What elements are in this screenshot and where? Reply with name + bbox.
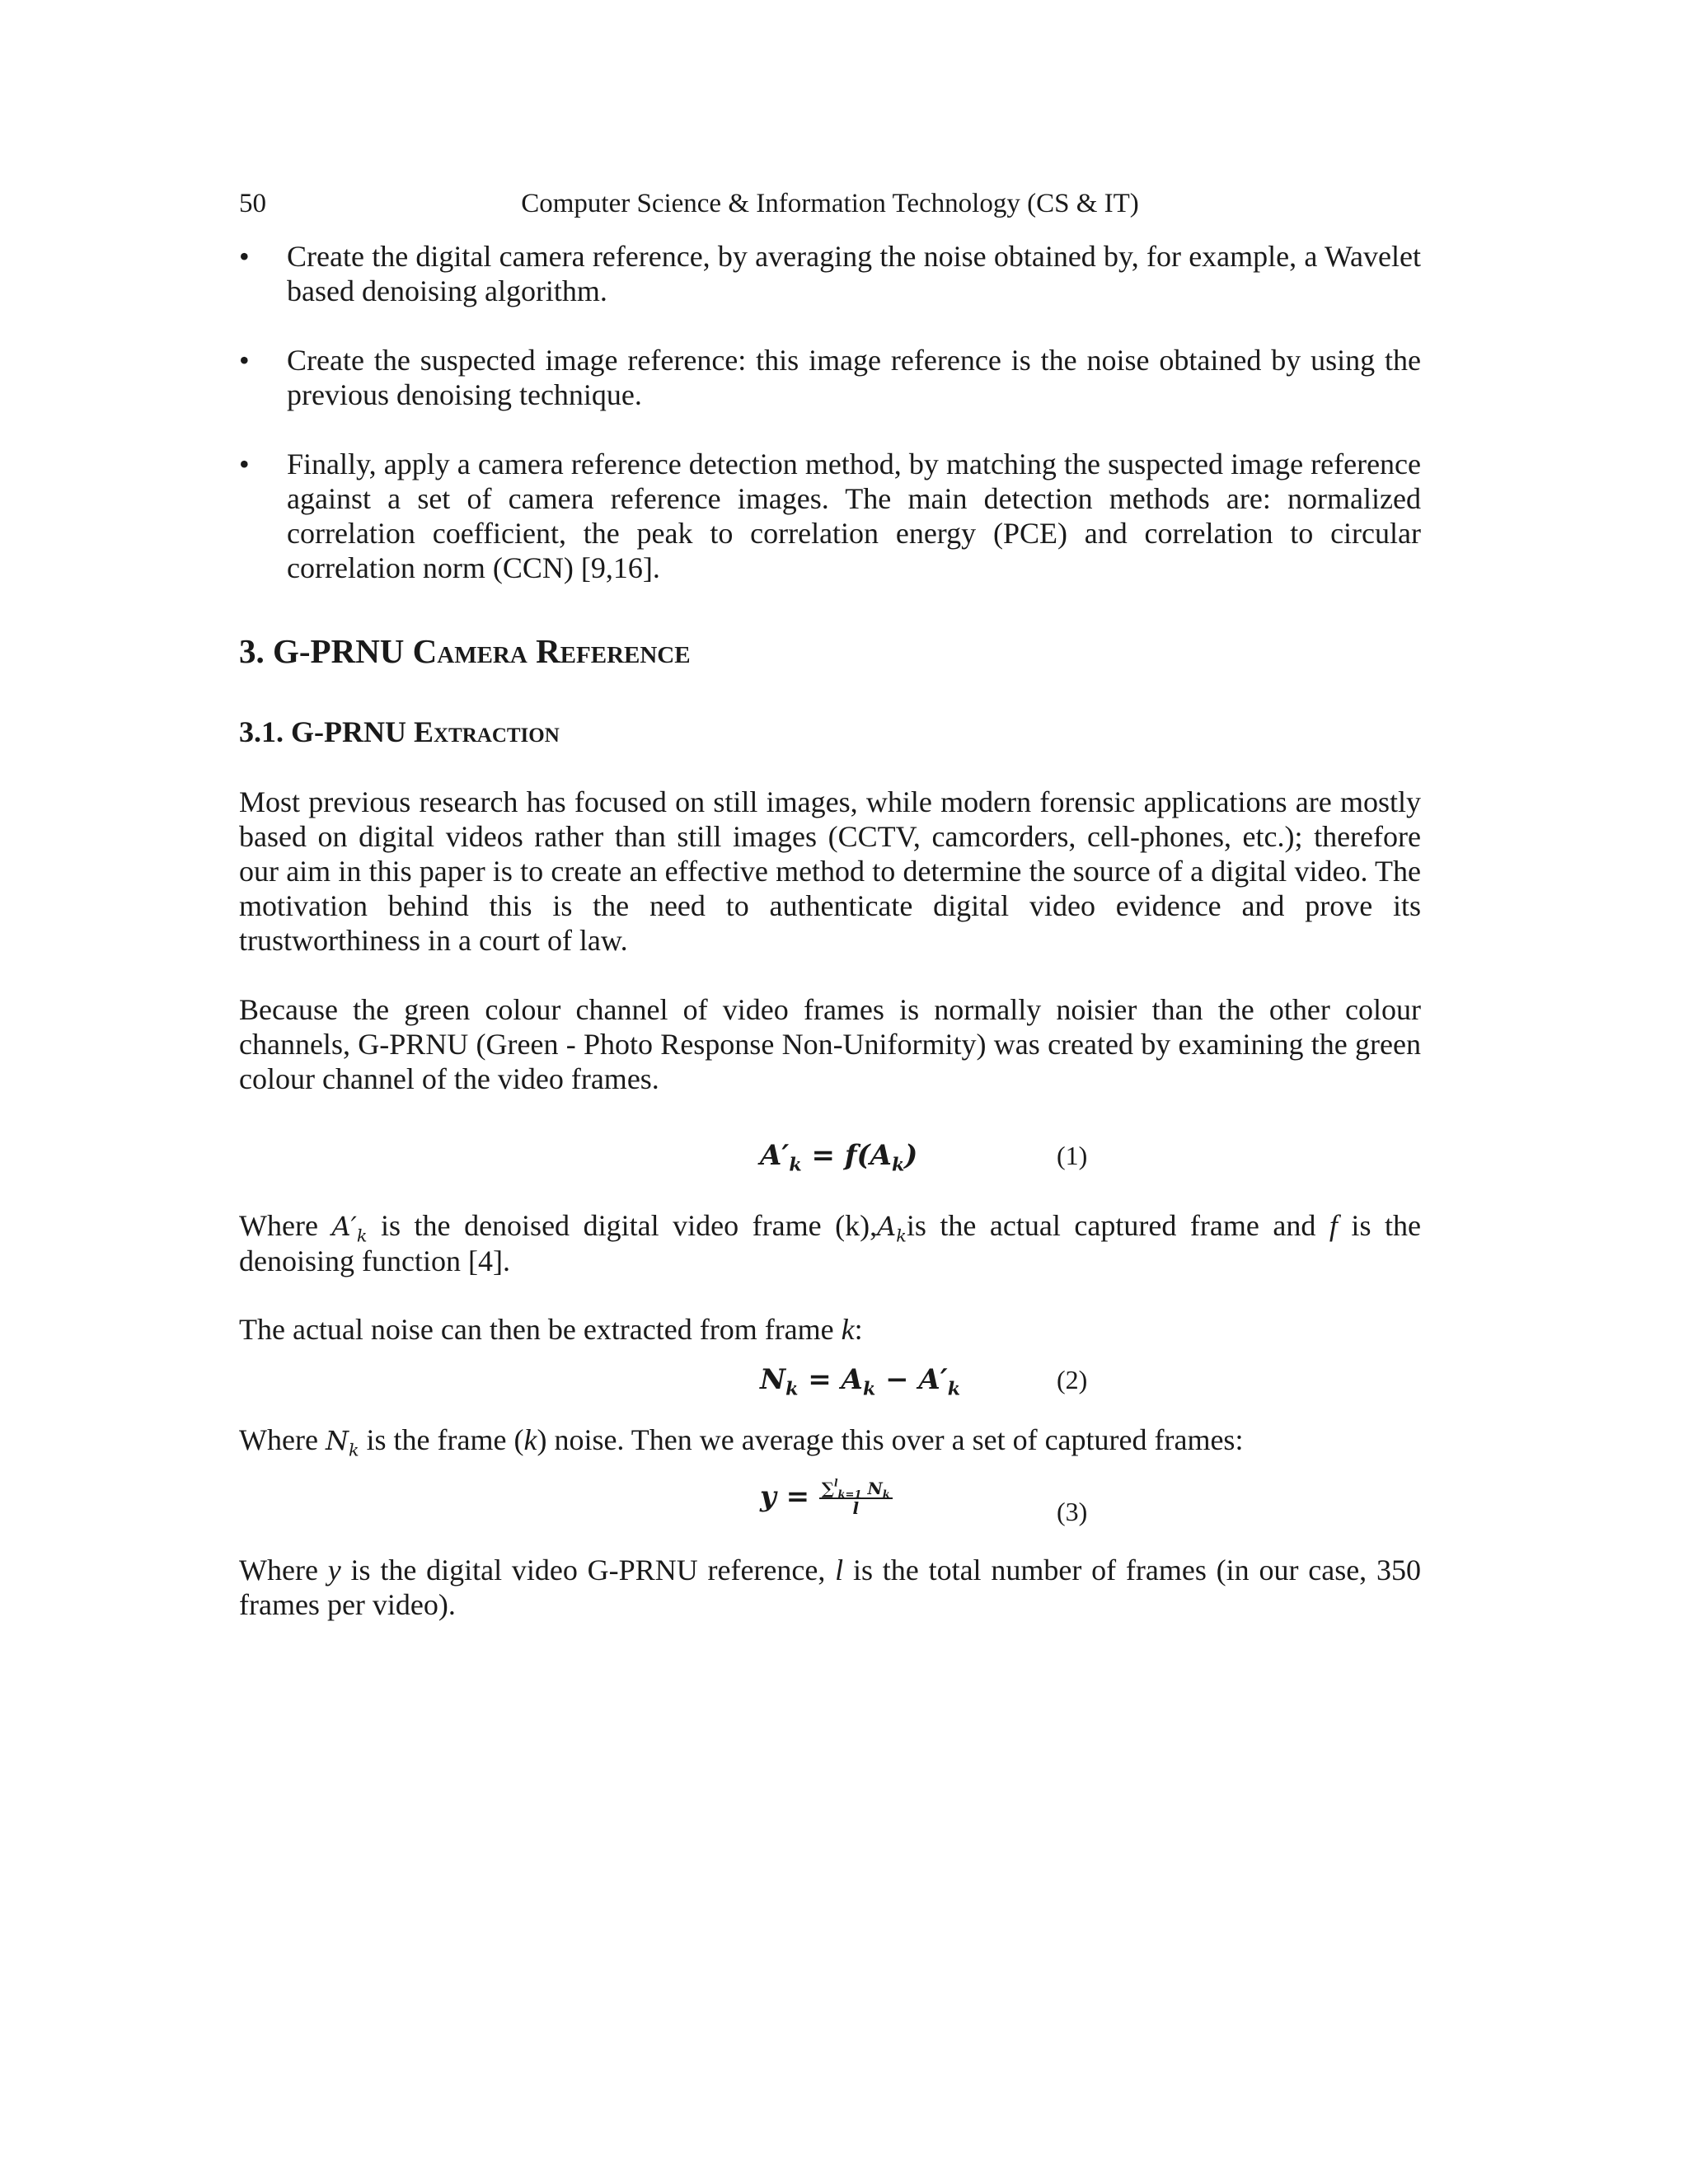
- text-span: The actual noise can then be extracted from frame: [239, 1313, 842, 1346]
- text-span: is the digital video G-PRNU reference,: [340, 1554, 836, 1586]
- bullet-text: Finally, apply a camera reference detection method, by matching the suspected image reference against a set of camera reference images. The main detection methods are: normalized correlation coefficient, the peak to correlation energy (PCE) and correlation to circular correlation norm (CCN) [9,16].: [287, 448, 1421, 584]
- text-span: Where: [239, 1209, 332, 1242]
- math-l: l: [835, 1554, 844, 1586]
- section-heading: [239, 628, 691, 674]
- bullet-list: [239, 239, 1421, 620]
- text-span: Where: [239, 1423, 326, 1456]
- text-span: is the frame (: [359, 1423, 524, 1456]
- list-item: [239, 447, 1421, 585]
- subsection-number: 3.1.: [239, 715, 284, 748]
- page-number: 50: [239, 189, 266, 218]
- paragraph-intro: Most previous research has focused on still images, while modern forensic applications are mostly based on digital videos rather than still images (CCTV, camcorders, cell-phones, etc.); therefore our aim in this paper is to create an effective method to determine the source of a digital video. The motivation behind this is the need to authenticate digital video evidence and prove its trustworthiness in a court of law.: [239, 785, 1421, 957]
- text-span: Where: [239, 1554, 328, 1586]
- math-f: f: [1329, 1209, 1338, 1242]
- list-item: [239, 239, 1421, 308]
- journal-title: Computer Science & Information Technology (CS & IT): [521, 189, 1139, 218]
- math-k: k: [523, 1423, 537, 1456]
- paragraph-noise-extraction: [239, 1312, 1421, 1347]
- math-k: k: [841, 1313, 855, 1346]
- running-head: [239, 183, 1421, 224]
- paragraph-frame-noise: [239, 1422, 1421, 1458]
- math-n-k: $N_k$: [325, 1425, 359, 1460]
- text-span: is the total number of frames (in our case, 350 frames per video).: [239, 1554, 1421, 1621]
- bullet-text: Create the suspected image reference: this image reference is the noise obtained by using the previous denoising technique.: [287, 344, 1421, 411]
- paragraph-reference-definition: [239, 1553, 1421, 1622]
- bullet-icon: •: [239, 240, 250, 273]
- equation-3: y = $\frac{\sum^l_{k=1} N_k}{l}$: [760, 1479, 893, 1517]
- section-title: G-PRNU Camera Reference: [273, 632, 691, 670]
- list-item: [239, 343, 1421, 412]
- equation-1: $A'_k = f(A_k)$: [760, 1139, 918, 1176]
- text-span: :: [854, 1313, 863, 1346]
- bullet-text: Create the digital camera reference, by averaging the noise obtained by, for example, a Wavelet based denoising algorithm.: [287, 240, 1421, 307]
- math-a-prime-k: $A'_k$: [331, 1211, 368, 1246]
- equation-2-number: (2): [1057, 1365, 1088, 1394]
- section-number: 3.: [239, 632, 265, 670]
- text-span: is the actual captured frame and: [906, 1209, 1329, 1242]
- bullet-icon: •: [239, 448, 250, 480]
- paragraph-green-channel: Because the green colour channel of video frames is normally noisier than the other colour channels, G-PRNU (Green - Photo Response Non-Uniformity) was created by examining the green colour channel of the video frames.: [239, 993, 1421, 1095]
- text-span: is the denoising function [4].: [239, 1209, 1421, 1277]
- paragraph-equation-1-explanation: [239, 1208, 1421, 1278]
- subsection-heading: [239, 710, 560, 753]
- text-span: ) noise. Then we average this over a set of captured frames:: [537, 1423, 1244, 1456]
- equation-2: $N_k = A_k - A'_k$: [760, 1363, 961, 1400]
- equation-3-number: (3): [1057, 1497, 1088, 1526]
- math-y: y: [327, 1554, 341, 1586]
- bullet-icon: •: [239, 344, 250, 377]
- equation-1-number: (1): [1057, 1141, 1088, 1170]
- subsection-title: G-PRNU Extraction: [291, 715, 560, 748]
- text-span: is the denoised digital video frame (k),: [367, 1209, 878, 1242]
- math-a-k: $A_k$: [877, 1211, 907, 1246]
- equation-3-fraction: $\frac{\sum^l_{k=1} N_k}{l}$: [819, 1479, 893, 1517]
